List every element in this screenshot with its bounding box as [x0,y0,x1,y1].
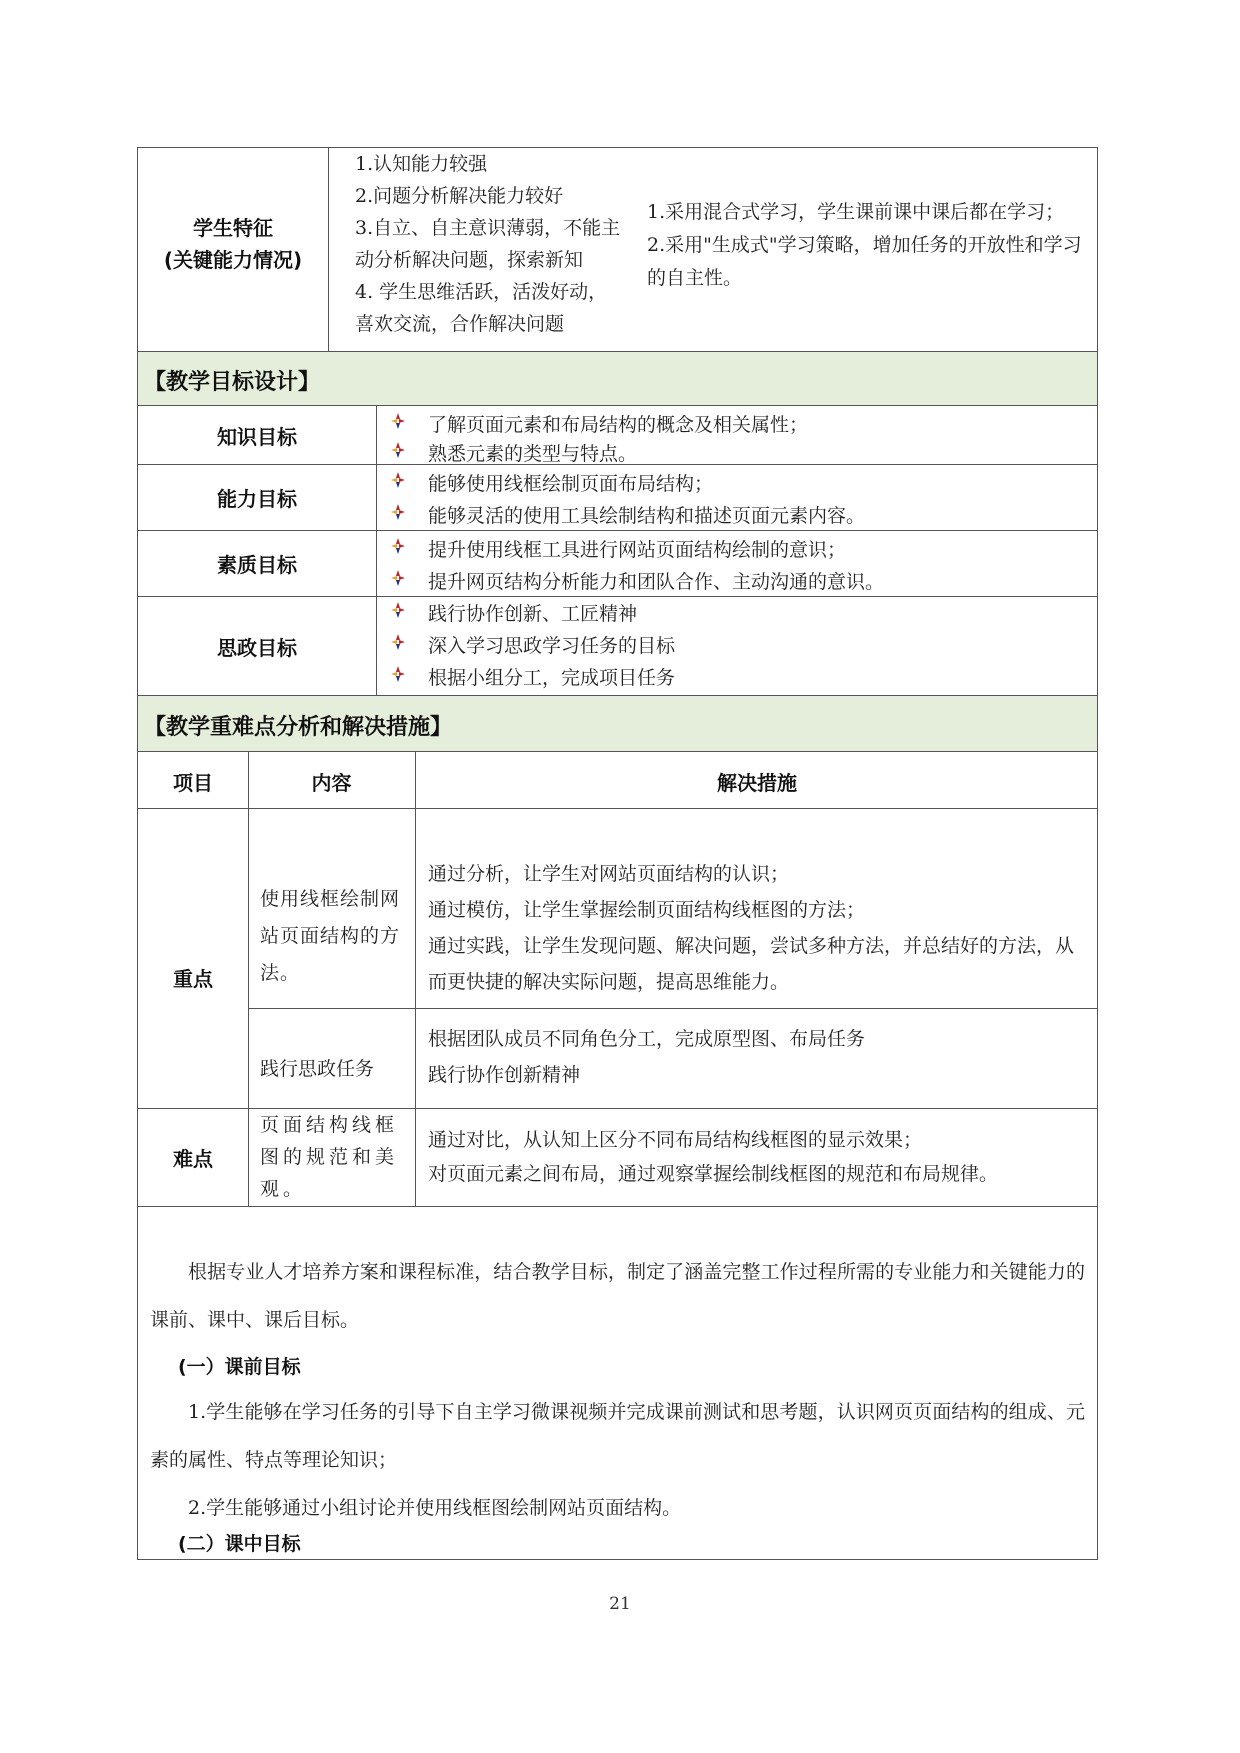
divider [138,695,1097,696]
divider [376,405,377,695]
four-point-arrow-bullet-icon [391,413,405,429]
student-traits-label [138,212,328,276]
divider [138,405,1097,406]
objective-label-knowledge: 知识目标 [217,425,297,449]
divider [138,351,1097,352]
objective-row-ideology [138,596,1097,695]
objective-row-quality [138,530,1097,596]
four-point-arrow-bullet-icon [391,666,405,682]
four-point-arrow-bullet-icon [391,570,405,586]
analysis-section-header [138,695,1097,751]
objective-item: 提升使用线框工具进行网站页面结构绘制的意识； [428,539,847,561]
objective-item: 深入学习思政学习任务的目标 [428,635,676,657]
objectives-section-title: 【教学目标设计】 [144,370,321,395]
student-traits-list [355,148,625,340]
student-strategy-2: 2.采用"生成式"学习策略，增加任务的开放性和学习的自主性。 [647,234,1082,289]
measure-line: 通过分析，让学生对网站页面结构的认识； [428,863,790,885]
key-row-1-measures [428,856,1088,1000]
header-item: 项目 [173,771,213,795]
four-point-arrow-bullet-icon [391,442,405,458]
student-strategy-list [647,196,1087,295]
student-trait-2: 2.问题分析解决能力较好 [355,185,564,207]
measure-line: 通过对比，从认知上区分不同布局结构线框图的显示效果； [428,1129,923,1151]
student-trait-3: 3.自立、自主意识薄弱，不能主动分析解决问题，探索新知 [355,217,621,271]
difficult-row-measures [428,1123,1088,1191]
key-point-label: 重点 [173,967,213,991]
analysis-section-title: 【教学重难点分析和解决措施】 [144,715,453,740]
divider [138,751,1097,752]
student-traits-label-line2: (关键能力情况) [163,248,303,272]
divider [248,1008,1097,1009]
pre-class-item-1: 1.学生能够在学习任务的引导下自主学习微课视频并完成课前测试和思考题，认识网页页面结构的组成、元素的属性、特点等理论知识； [150,1401,1085,1471]
four-point-arrow-bullet-icon [391,472,405,488]
four-point-arrow-bullet-icon [391,602,405,618]
measure-line: 践行协作创新精神 [428,1064,581,1086]
objective-item: 提升网页结构分析能力和团队合作、主动沟通的意识。 [428,571,885,593]
key-row-2-measures [428,1021,1088,1093]
objective-item: 能够灵活的使用工具绘制结构和描述页面元素内容。 [428,505,866,527]
difficult-row-content: 页面结构线框图的规范和美观。 [260,1114,399,1200]
objective-item: 了解页面元素和布局结构的概念及相关属性； [428,414,809,436]
student-trait-1: 1.认知能力较强 [355,153,488,175]
objective-item: 熟悉元素的类型与特点。 [428,443,638,465]
objective-row-ability [138,464,1097,530]
in-class-title: (二）课中目标 [178,1533,301,1555]
intro-paragraph: 根据专业人才培养方案和课程标准，结合教学目标，制定了涵盖完整工作过程所需的专业能力和关键能力的课前、课中、课后目标。 [150,1261,1085,1331]
divider [138,596,1097,597]
analysis-table-header [138,751,1097,808]
document-frame [137,147,1098,1560]
divider [138,1108,1097,1109]
divider [138,1206,1097,1207]
objective-label-ideology: 思政目标 [217,636,297,660]
objective-label-ability: 能力目标 [217,487,297,511]
divider [138,464,1097,465]
student-traits-row [138,148,1097,351]
four-point-arrow-bullet-icon [391,538,405,554]
header-content: 内容 [311,771,352,795]
divider [415,751,416,1206]
objectives-section-header [138,351,1097,405]
objective-item: 能够使用线框绘制页面布局结构； [428,473,714,495]
page-number: 21 [609,1594,631,1614]
pre-class-item-2: 2.学生能够通过小组讨论并使用线框图绘制网站页面结构。 [188,1497,682,1519]
measure-line: 对页面元素之间布局，通过观察掌握绘制线框图的规范和布局规律。 [428,1163,999,1185]
divider [328,148,329,351]
four-point-arrow-bullet-icon [391,634,405,650]
four-point-arrow-bullet-icon [391,504,405,520]
key-row-1-content: 使用线框绘制网站页面结构的方法。 [260,888,401,984]
key-row-2-content: 践行思政任务 [260,1058,375,1080]
header-measures: 解决措施 [717,771,797,795]
divider [138,808,1097,809]
objective-item: 根据小组分工，完成项目任务 [428,667,676,689]
student-trait-4: 4. 学生思维活跃，活泼好动，喜欢交流，合作解决问题 [355,281,608,335]
measure-line: 通过实践，让学生发现问题、解决问题，尝试多种方法，并总结好的方法，从而更快捷的解决实际问题，提高思维能力。 [428,935,1075,993]
objective-row-knowledge [138,405,1097,464]
pre-class-title: (一）课前目标 [178,1356,301,1378]
measure-line: 通过模仿，让学生掌握绘制页面结构线框图的方法； [428,899,866,921]
student-traits-label-line1: 学生特征 [193,216,273,240]
difficult-point-label: 难点 [173,1147,213,1171]
student-strategy-1: 1.采用混合式学习，学生课前课中课后都在学习； [647,201,1065,223]
divider [138,530,1097,531]
objective-item: 践行协作创新、工匠精神 [428,603,638,625]
measure-line: 根据团队成员不同角色分工，完成原型图、布局任务 [428,1028,866,1050]
divider [248,751,249,1206]
objective-label-quality: 素质目标 [217,553,297,577]
